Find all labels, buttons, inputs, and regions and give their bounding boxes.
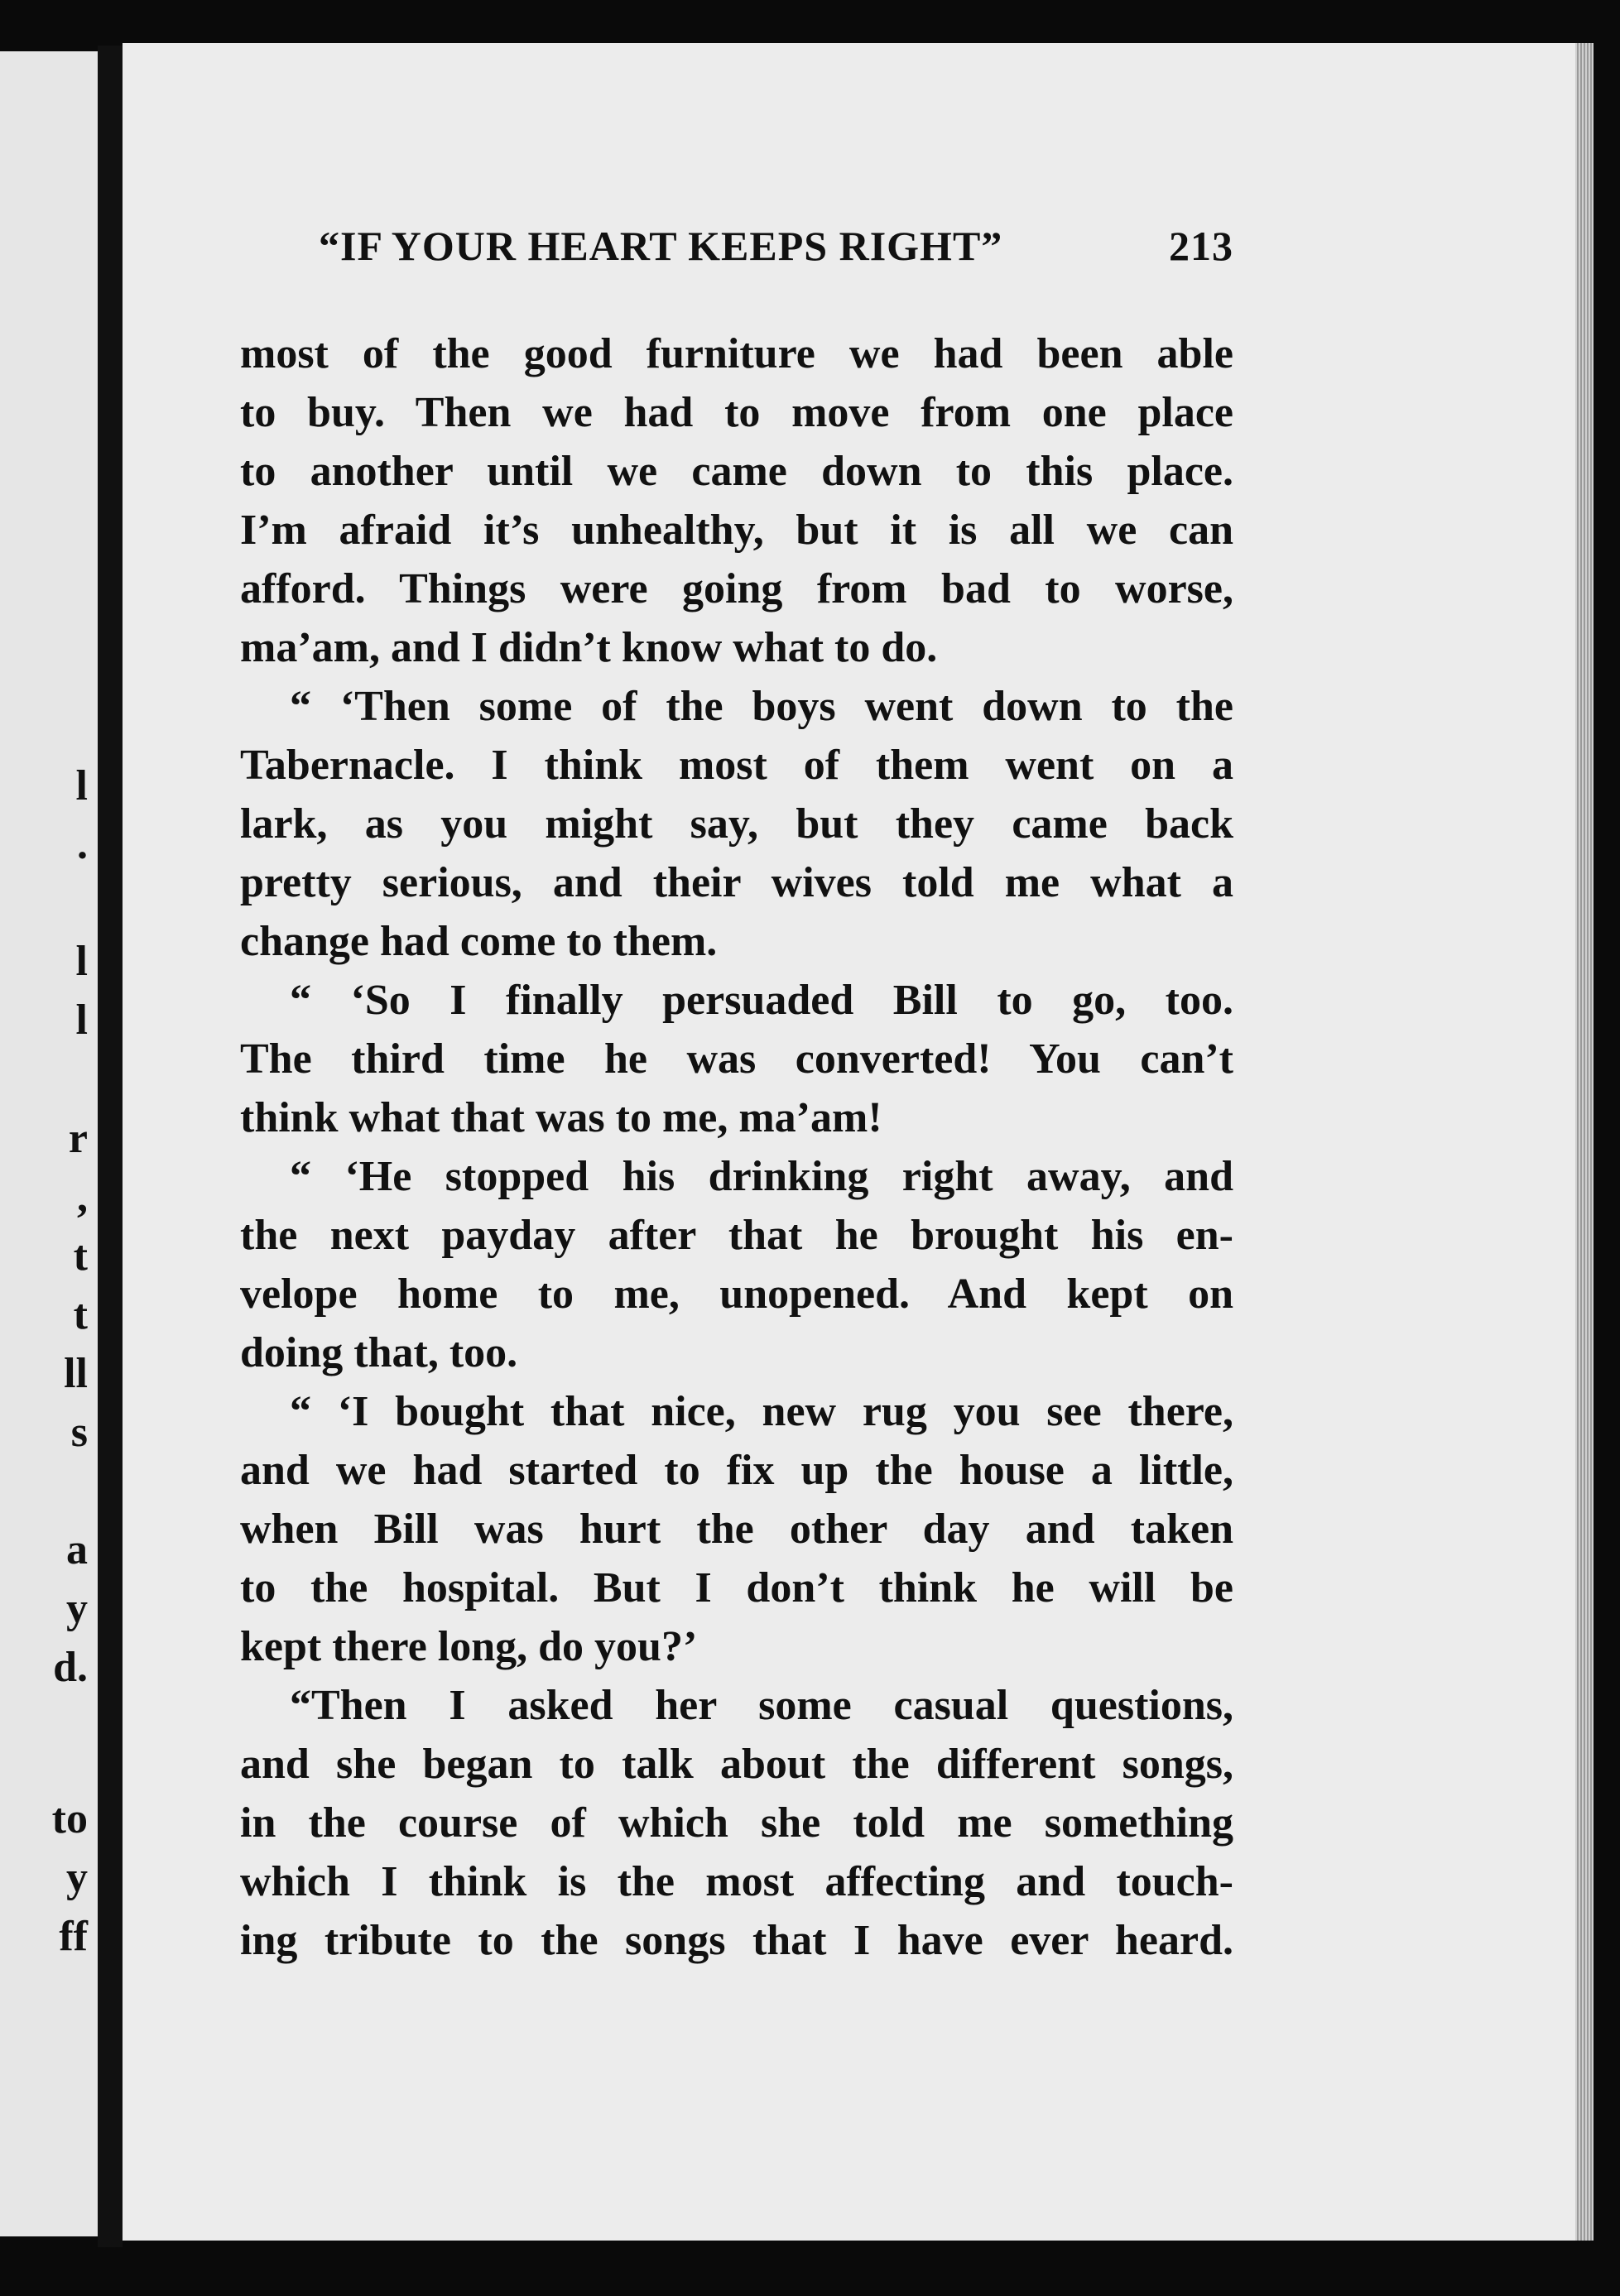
facing-page-letter: ll [64, 1350, 88, 1397]
facing-page-letter: t [73, 1232, 88, 1280]
text-line: kept there long, do you?’ [240, 1623, 698, 1670]
facing-page-letter: t [73, 1291, 88, 1338]
facing-page-letter: , [77, 1174, 88, 1221]
facing-page-letter: ff [59, 1913, 88, 1960]
facing-page-letter: y [66, 1585, 88, 1632]
text-line: afford. Things were going from bad to worse, [240, 565, 1233, 612]
text-line: the next payday after that he brought his en- [240, 1212, 1233, 1259]
text-line: change had come to them. [240, 918, 718, 965]
facing-page-fragment [0, 51, 98, 2236]
text-line: to another until we came down to this place. [240, 448, 1233, 495]
text-line: and she began to talk about the different songs, [240, 1741, 1233, 1788]
text-line: to the hospital. But I don’t think he will be [240, 1564, 1233, 1612]
text-line: in the course of which she told me something [240, 1799, 1233, 1847]
text-line: which I think is the most affecting and touch- [240, 1858, 1233, 1905]
text-line: I’m afraid it’s unhealthy, but it is all we can [240, 507, 1233, 554]
running-head [319, 222, 1233, 288]
page-number: 213 [1169, 223, 1233, 269]
text-line: ing tribute to the songs that I have ever heard. [240, 1917, 1233, 1964]
text-line: “ ‘So I finally persuaded Bill to go, too. [290, 977, 1233, 1024]
text-line: velope home to me, unopened. And kept on [240, 1270, 1233, 1318]
facing-page-letter: s [70, 1409, 88, 1456]
text-line: to buy. Then we had to move from one place [240, 389, 1233, 436]
text-line: “ ‘I bought that nice, new rug you see there, [290, 1388, 1233, 1435]
facing-page-letter: y [66, 1854, 88, 1901]
facing-page-letter: . [77, 821, 88, 868]
facing-page-letter: d. [53, 1644, 88, 1691]
facing-page-letter: r [68, 1115, 88, 1162]
running-title: “IF YOUR HEART KEEPS RIGHT” [319, 223, 1003, 269]
facing-page-letter: l [75, 997, 88, 1044]
text-line: doing that, too. [240, 1329, 518, 1376]
text-line: lark, as you might say, but they came back [240, 800, 1233, 848]
text-line: and we had started to fix up the house a little, [240, 1447, 1233, 1494]
text-line: “ ‘He stopped his drinking right away, and [290, 1153, 1233, 1200]
text-line: Tabernacle. I think most of them went on a [240, 742, 1233, 789]
facing-page-letter: l [75, 938, 88, 985]
text-line: think what that was to me, ma’am! [240, 1094, 882, 1141]
text-line: ma’am, and I didn’t know what to do. [240, 624, 938, 671]
book-gutter [98, 46, 123, 2247]
body-text [240, 324, 1233, 1970]
text-line: when Bill was hurt the other day and taken [240, 1506, 1233, 1553]
text-line: “ ‘Then some of the boys went down to the [290, 683, 1233, 730]
facing-page-letter: l [75, 762, 88, 809]
text-line: pretty serious, and their wives told me what a [240, 859, 1233, 906]
facing-page-letter: to [51, 1795, 88, 1842]
text-line: most of the good furniture we had been able [240, 330, 1233, 377]
text-line: “Then I asked her some casual questions, [290, 1682, 1233, 1729]
page-edge [1575, 43, 1594, 2241]
text-line: The third time he was converted! You can’t [240, 1035, 1233, 1083]
facing-page-letter: a [66, 1526, 88, 1573]
